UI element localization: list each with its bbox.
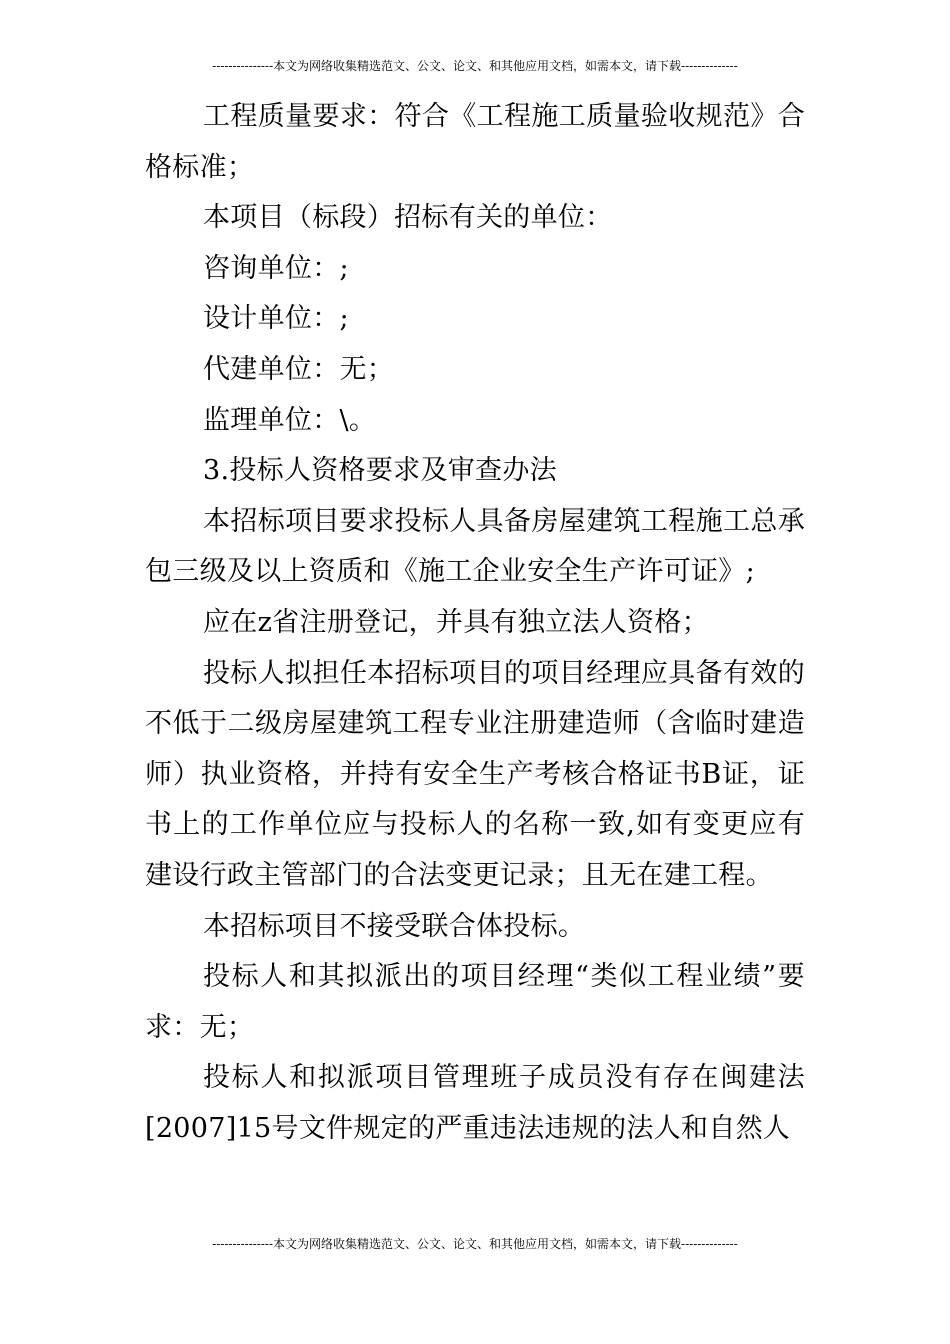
paragraph-quality-requirement: 工程质量要求：符合《工程施工质量验收规范》合格标准； xyxy=(145,101,805,183)
section-heading-bidder-qualification: 3.投标人资格要求及审查办法 xyxy=(203,455,557,487)
paragraph-no-consortium: 本招标项目不接受联合体投标。 xyxy=(203,910,586,942)
paragraph-registration: 应在z省注册登记，并具有独立法人资格； xyxy=(203,606,709,638)
paragraph-related-units: 本项目（标段）招标有关的单位： xyxy=(203,202,613,234)
paragraph-violations: 投标人和拟派项目管理班子成员没有存在闽建法[2007]15号文件规定的严重违法违规的法人和自然人 xyxy=(145,1062,805,1144)
paragraph-project-manager: 投标人拟担任本招标项目的项目经理应具备有效的不低于二级房屋建筑工程专业注册建造师（含临时建造师）执业资格，并持有安全生产考核合格证书B证，证书上的工作单位应与投标人的名称一致,如有变更应有建设行政主管部门的合法变更记录；且无在建工程。 xyxy=(145,657,805,891)
document-body xyxy=(145,92,805,1154)
paragraph-qualification-grade: 本招标项目要求投标人具备房屋建筑工程施工总承包三级及以上资质和《施工企业安全生产许可证》; xyxy=(145,505,805,588)
paragraph-agent-construction-unit: 代建单位：无； xyxy=(203,353,395,385)
footer-banner: ---------------本文为网络收集精选范文、公文、论文、和其他应用文档，如需本文，请下载-------------- xyxy=(212,1237,738,1251)
paragraph-supervision-unit: 监理单位：\。 xyxy=(203,404,377,436)
header-banner: ---------------本文为网络收集精选范文、公文、论文、和其他应用文档，如需本文，请下载-------------- xyxy=(212,59,738,73)
paragraph-design-unit: 设计单位：; xyxy=(203,303,349,335)
paragraph-consulting-unit: 咨询单位：; xyxy=(203,252,349,284)
paragraph-similar-performance: 投标人和其拟派出的项目经理“类似工程业绩”要求：无； xyxy=(145,961,805,1043)
